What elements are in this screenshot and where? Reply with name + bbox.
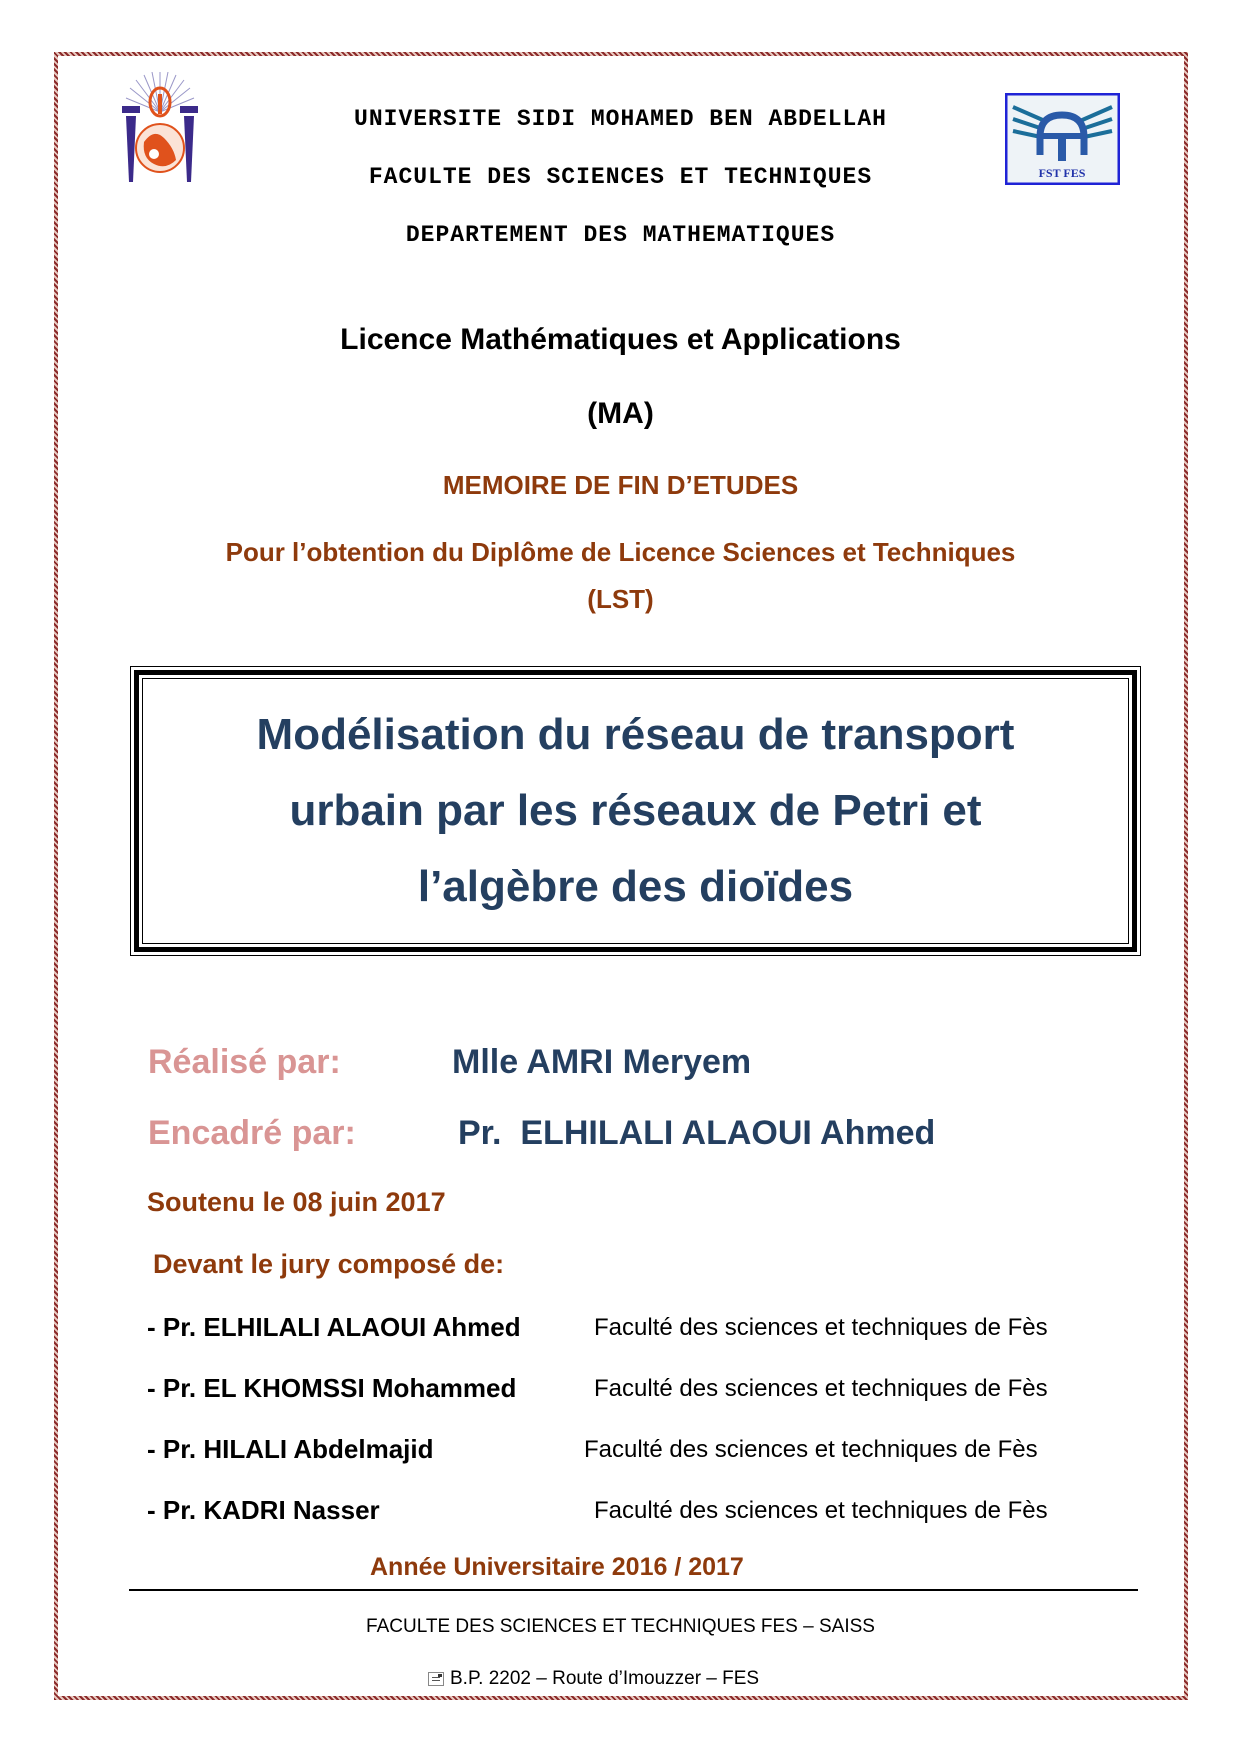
faculty-name: FACULTE DES SCIENCES ET TECHNIQUES [368,164,873,190]
jury-heading: Devant le jury composé de: [153,1249,505,1279]
thesis-title-box [130,666,1141,956]
jury-member-institution: Faculté des sciences et techniques de Fès [594,1314,1048,1341]
memoir-type: MEMOIRE DE FIN D’ETUDES [442,470,799,500]
jury-member-institution: Faculté des sciences et techniques de Fès [584,1436,1038,1463]
jury-member-name: - Pr. EL KHOMSSI Mohammed [147,1373,517,1403]
footer-faculty: FACULTE DES SCIENCES ET TECHNIQUES FES – SAISS [366,1616,875,1637]
memoir-purpose-abbr: (LST) [587,584,654,614]
supervisor-name: Pr. ELHILALI ALAOUI Ahmed [458,1114,936,1152]
address-text: B.P. 2202 – Route d’Imouzzer – FES [450,1668,760,1689]
footer-divider [129,1589,1138,1591]
university-name: UNIVERSITE SIDI MOHAMED BEN ABDELLAH [354,106,887,132]
department-name: DEPARTEMENT DES MATHEMATIQUES [405,222,836,248]
jury-member-name: - Pr. KADRI Nasser [147,1495,380,1525]
svg-text:FST FES: FST FES [1038,166,1086,180]
author-name: Mlle AMRI Meryem [452,1043,752,1081]
footer-address [428,1668,759,1690]
academic-year: Année Universitaire 2016 / 2017 [370,1553,744,1581]
defense-date: Soutenu le 08 juin 2017 [147,1187,446,1217]
memoir-purpose: Pour l’obtention du Diplôme de Licence Sciences et Techniques [225,537,1016,567]
program-abbr: (MA) [587,397,654,430]
jury-member-institution: Faculté des sciences et techniques de Fès [594,1375,1048,1402]
realise-label: Réalisé par: [148,1043,341,1081]
program-name: Licence Mathématiques et Applications [340,323,901,356]
jury-member-name: - Pr. ELHILALI ALAOUI Ahmed [147,1312,521,1342]
jury-member-institution: Faculté des sciences et techniques de Fès [594,1497,1048,1524]
encadre-label: Encadré par: [148,1114,356,1152]
jury-member-name: - Pr. HILALI Abdelmajid [147,1434,434,1464]
mailbox-icon [428,1672,444,1686]
title-line-1: Modélisation du réseau de transport [256,710,1015,759]
title-line-3: l’algèbre des dioïdes [417,862,854,911]
thesis-title [257,697,1015,925]
title-line-2: urbain par les réseaux de Petri et [289,786,982,835]
